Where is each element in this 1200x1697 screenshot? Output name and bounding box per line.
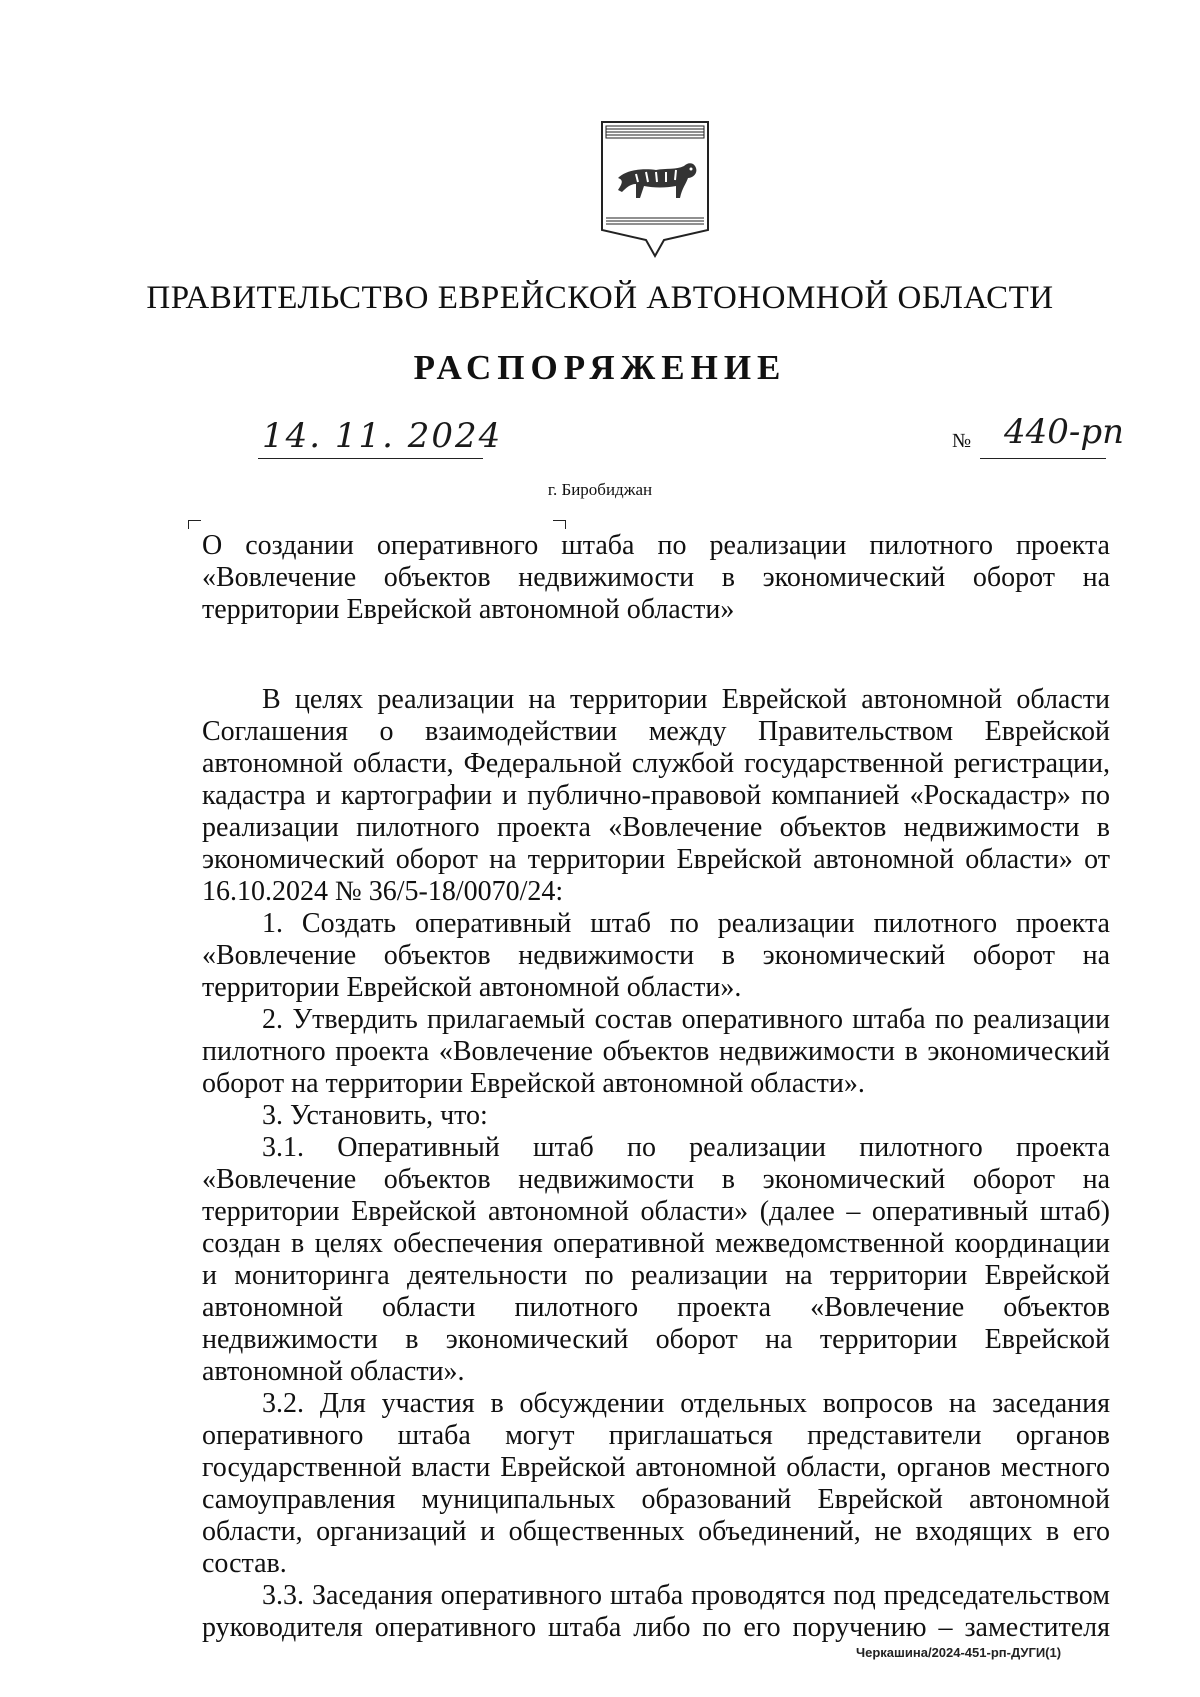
number-sign: №: [952, 430, 972, 452]
subject-corner-right: [553, 520, 566, 529]
coat-of-arms-emblem: [596, 118, 714, 260]
document-type-title: РАСПОРЯЖЕНИЕ: [413, 348, 787, 387]
footer-document-id: Черкашина/2024-451-рп-ДУГИ(1): [856, 1645, 1062, 1660]
document-subject: О создании оперативного штаба по реализации пилотного проекта «Вовлечение объектов недвижимости в экономический оборот на территории Еврейской автономной области»: [202, 530, 1110, 625]
body-paragraph: 2. Утвердить прилагаемый состав оперативного штаба по реализации пилотного проекта «Вовлечение объектов недвижимости в экономический оборот на территории Еврейской автономной области».: [202, 1004, 1110, 1099]
subject-corner-left: [188, 520, 201, 529]
body-paragraph: 3.1. Оперативный штаб по реализации пилотного проекта «Вовлечение объектов недвижимости в экономический оборот на территории Еврейской автономной области» (далее – оперативный штаб) создан в целях обеспечения оперативной межведомственной координации и мониторинга деятельности по реализации на территории Еврейской автономной области пилотного проекта «Вовлечение объектов недвижимости в экономический оборот на территории Еврейской автономной области».: [202, 1132, 1110, 1387]
date-underline: [258, 458, 483, 459]
government-title: ПРАВИТЕЛЬСТВО ЕВРЕЙСКОЙ АВТОНОМНОЙ ОБЛАСТИ: [146, 280, 1054, 316]
body-paragraph: 3.3. Заседания оперативного штаба проводятся под председательством руководителя оперативного штаба либо по его поручению – заместителя: [202, 1580, 1110, 1643]
city-name: г. Биробиджан: [547, 480, 653, 499]
document-date: 14. 11. 2024: [262, 416, 503, 456]
body-paragraph: 1. Создать оперативный штаб по реализации пилотного проекта «Вовлечение объектов недвижимости в экономический оборот на территории Еврейской автономной области».: [202, 908, 1110, 1003]
body-paragraph: 3. Установить, что:: [262, 1100, 488, 1131]
document-body: [202, 684, 1110, 1644]
document-number: 440-рп: [1004, 412, 1125, 452]
body-paragraph: В целях реализации на территории Еврейской автономной области Соглашения о взаимодействии между Правительством Еврейской автономной области, Федеральной службой государственной регистрации, кадастра и картографии и публично-правовой компанией «Роскадастр» по реализации пилотного проекта «Вовлечение объектов недвижимости в экономический оборот на территории Еврейской автономной области» от 16.10.2024 № 36/5-18/0070/24:: [202, 684, 1110, 907]
number-underline: [980, 458, 1106, 459]
body-paragraph: 3.2. Для участия в обсуждении отдельных вопросов на заседания оперативного штаба могут приглашаться представители органов государственной власти Еврейской автономной области, органов местного самоуправления муниципальных образований Еврейской автономной области, организаций и общественных объединений, не входящих в его состав.: [202, 1388, 1110, 1579]
